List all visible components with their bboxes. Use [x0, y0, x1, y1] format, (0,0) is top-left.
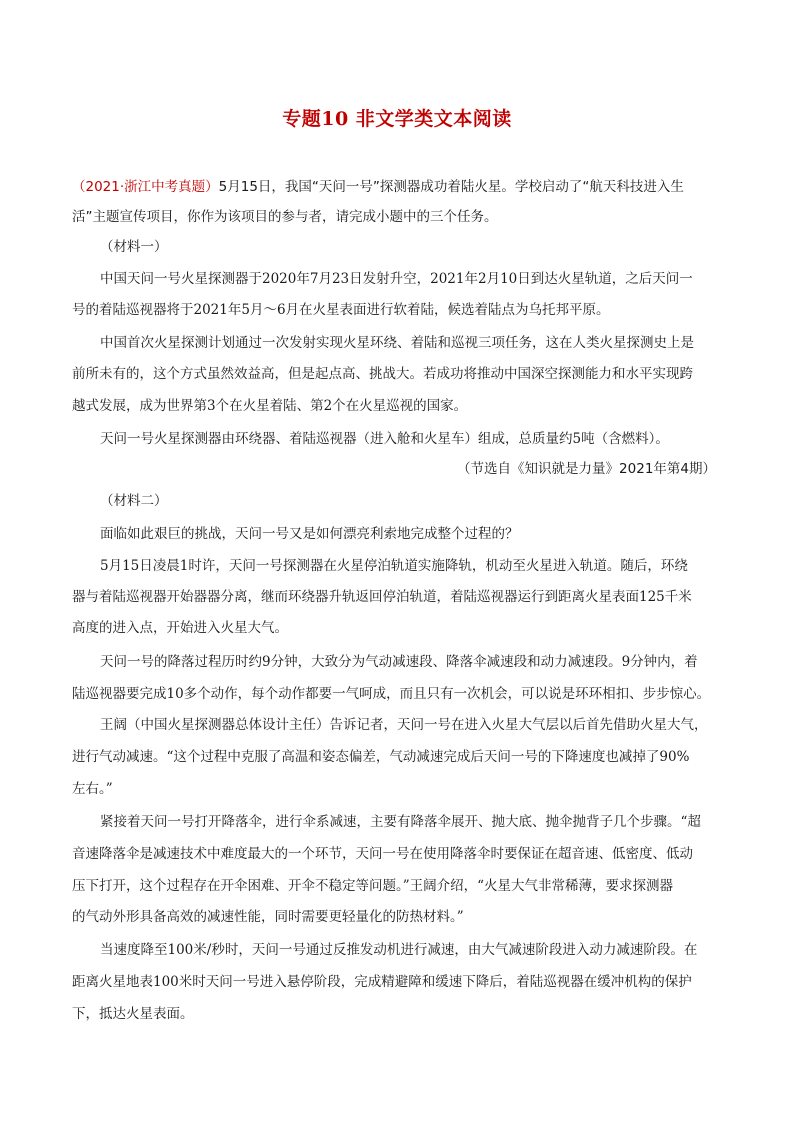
paragraph-line: 面临如此艰巨的挑战，天问一号又是如何漂亮利索地完成整个过程的？	[100, 526, 519, 542]
paragraph-line: 5月15日凌晨1时许，天问一号探测器在火星停泊轨道实施降轨，机动至火星进入轨道。随后，环绕	[100, 558, 688, 574]
page-title: 专题10 非文学类文本阅读	[282, 108, 512, 130]
paragraph-line: 左右。”	[72, 781, 113, 797]
paragraph-line: 下，抵达火星表面。	[72, 1006, 194, 1022]
paragraph-line: 中国首次火星探测计划通过一次发射实现火星环绕、着陆和巡视三项任务，这在人类火星探测史上是	[100, 335, 694, 351]
paragraph-line: 紧接着天问一号打开降落伞，进行伞系减速，主要有降落伞展开、抛大底、抛伞抛背子几个步骤。“超	[100, 814, 701, 830]
paragraph-line: 前所未有的，这个方式虽然效益高，但是起点高、挑战大。若成功将推动中国深空探测能力和水平实现跨	[72, 366, 693, 382]
paragraph-line: 陆巡视器要完成10多个动作，每个动作都要一气呵成，而且只有一次机会，可以说是环环相扣、步步惊心。	[72, 686, 711, 702]
intro-text-1: 5月15日，我国“天问一号”探测器成功着陆火星。学校启动了“航天科技进入生	[218, 179, 684, 195]
paragraph-line: 高度的进入点，开始进入火星大气。	[72, 620, 288, 636]
paragraph-line: 号的着陆巡视器将于2021年5月～6月在火星表面进行软着陆，候选着陆点为乌托邦平原。	[72, 302, 610, 318]
paragraph-line: 的气动外形具备高效的减速性能，同时需要更轻量化的防热材料。”	[72, 909, 464, 925]
paragraph-line: 音速降落伞是减速技术中难度最大的一个环节，天问一号在使用降落伞时要保证在超音速、低密度、低动	[72, 846, 693, 862]
paragraph-line: 天问一号的降落过程历时约9分钟，大致分为气动减速段、降落伞减速段和动力减速段。9分钟内，着	[100, 654, 698, 670]
paragraph-line: 天问一号火星探测器由环绕器、着陆巡视器（进入舱和火星车）组成，总质量约5吨（含燃料）。	[100, 431, 669, 447]
source-label: （2021·浙江中考真题）	[72, 179, 219, 195]
citation: （节选自《知识就是力量》2021年第4期）	[457, 461, 716, 477]
intro-line-1	[72, 177, 684, 197]
material1-heading: （材料一）	[100, 239, 168, 255]
paragraph-line: 压下打开，这个过程存在开伞困难、开伞不稳定等问题。”王阔介绍，“火星大气非常稀薄，要求探测器	[72, 878, 674, 894]
paragraph-line: 距离火星地表100米时天问一号进入悬停阶段，完成精避障和缓速下降后，着陆巡视器在缓冲机构的保护	[72, 974, 692, 990]
paragraph-line: 进行气动减速。“这个过程中克服了高温和姿态偏差，气动减速完成后天问一号的下降速度也减掉了90%	[72, 749, 690, 765]
paragraph-line: 当速度降至100米/秒时，天问一号通过反推发动机进行减速，由大气减速阶段进入动力减速阶段。在	[100, 942, 698, 958]
paragraph-line: 器与着陆巡视器开始器器分离，继而环绕器升轨返回停泊轨道，着陆巡视器运行到距离火星表面125千米	[72, 589, 692, 605]
paragraph-line: 越式发展，成为世界第3个在火星着陆、第2个在火星巡视的国家。	[72, 398, 468, 414]
material2-heading: （材料二）	[100, 493, 168, 509]
paragraph-line: 王阔（中国火星探测器总体设计主任）告诉记者，天问一号在进入火星大气层以后首先借助火星大气，	[100, 717, 708, 733]
paragraph-line: 中国天问一号火星探测器于2020年7月23日发射升空，2021年2月10日到达火星轨道，之后天问一	[100, 271, 693, 287]
intro-line-2: 活”主题宣传项目，你作为该项目的参与者，请完成小题中的三个任务。	[72, 209, 498, 225]
